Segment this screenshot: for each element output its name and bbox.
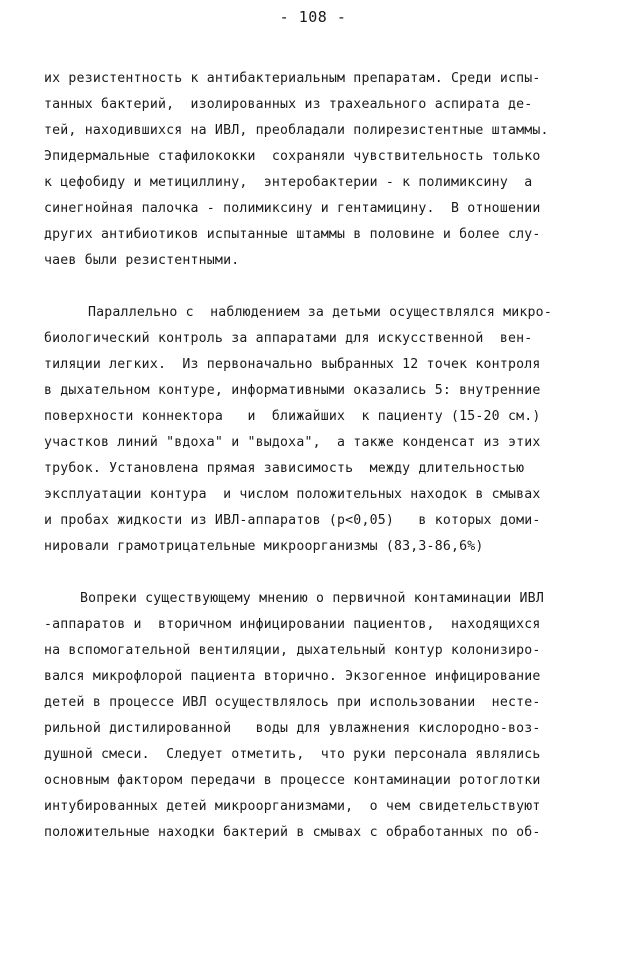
text-line: эксплуатации контура и числом положительных находок в смывах <box>44 487 541 502</box>
text-line: и пробах жидкости из ИВЛ-аппаратов (p<0,05) в которых доми- <box>44 513 541 528</box>
text-line: вался микрофлорой пациента вторично. Экзогенное инфицирование <box>44 669 541 684</box>
text-line: их резистентность к антибактериальным препаратам. Среди испы- <box>44 71 541 86</box>
text-line: нировали грамотрицательные микроорганизмы (83,3-86,6%) <box>44 539 484 554</box>
text-line: тиляции легких. Из первоначально выбранных 12 точек контроля <box>44 357 541 372</box>
text-line: трубок. Установлена прямая зависимость между длительностью <box>44 461 525 476</box>
text-line: основным фактором передачи в процессе контаминации ротоглотки <box>44 773 541 788</box>
text-line: тей, находившихся на ИВЛ, преобладали полирезистентные штаммы. <box>44 123 549 138</box>
text-line: -аппаратов и вторичном инфицировании пациентов, находящихся <box>44 617 541 632</box>
text-line: на вспомогательной вентиляции, дыхательный контур колонизиро- <box>44 643 541 658</box>
text-line: участков линий "вдоха" и "выдоха", а также конденсат из этих <box>44 435 541 450</box>
text-line: интубированных детей микроорганизмами, о чем свидетельствуют <box>44 799 541 814</box>
text-line: танных бактерий, изолированных из трахеального аспирата де- <box>44 97 533 112</box>
text-line: к цефобиду и метициллину, энтеробактерии - к полимиксину а <box>44 175 533 190</box>
page-number: - 108 - <box>279 8 347 26</box>
text-line: синегнойная палочка - полимиксину и гентамицину. В отношении <box>44 201 541 216</box>
text-line: Эпидермальные стафилококки сохраняли чувствительность только <box>44 149 541 164</box>
text-line: Параллельно с наблюдением за детьми осуществлялся микро- <box>88 305 552 320</box>
text-line: чаев были резистентными. <box>44 253 240 268</box>
text-line: биологический контроль за аппаратами для искусственной вен- <box>44 331 533 346</box>
text-line: в дыхательном контуре, информативными оказались 5: внутренние <box>44 383 541 398</box>
text-line: Вопреки существующему мнению о первичной контаминации ИВЛ <box>80 591 544 606</box>
text-line: поверхности коннектора и ближайших к пациенту (15-20 см.) <box>44 409 541 424</box>
text-line: детей в процессе ИВЛ осуществлялось при использовании несте- <box>44 695 541 710</box>
text-line: рильной дистилированной воды для увлажнения кислородно-воз- <box>44 721 541 736</box>
text-line: других антибиотиков испытанные штаммы в половине и более слу- <box>44 227 541 242</box>
text-line: душной смеси. Следует отметить, что руки персонала являлись <box>44 747 541 762</box>
text-line: положительные находки бактерий в смывах с обработанных по об- <box>44 825 541 840</box>
